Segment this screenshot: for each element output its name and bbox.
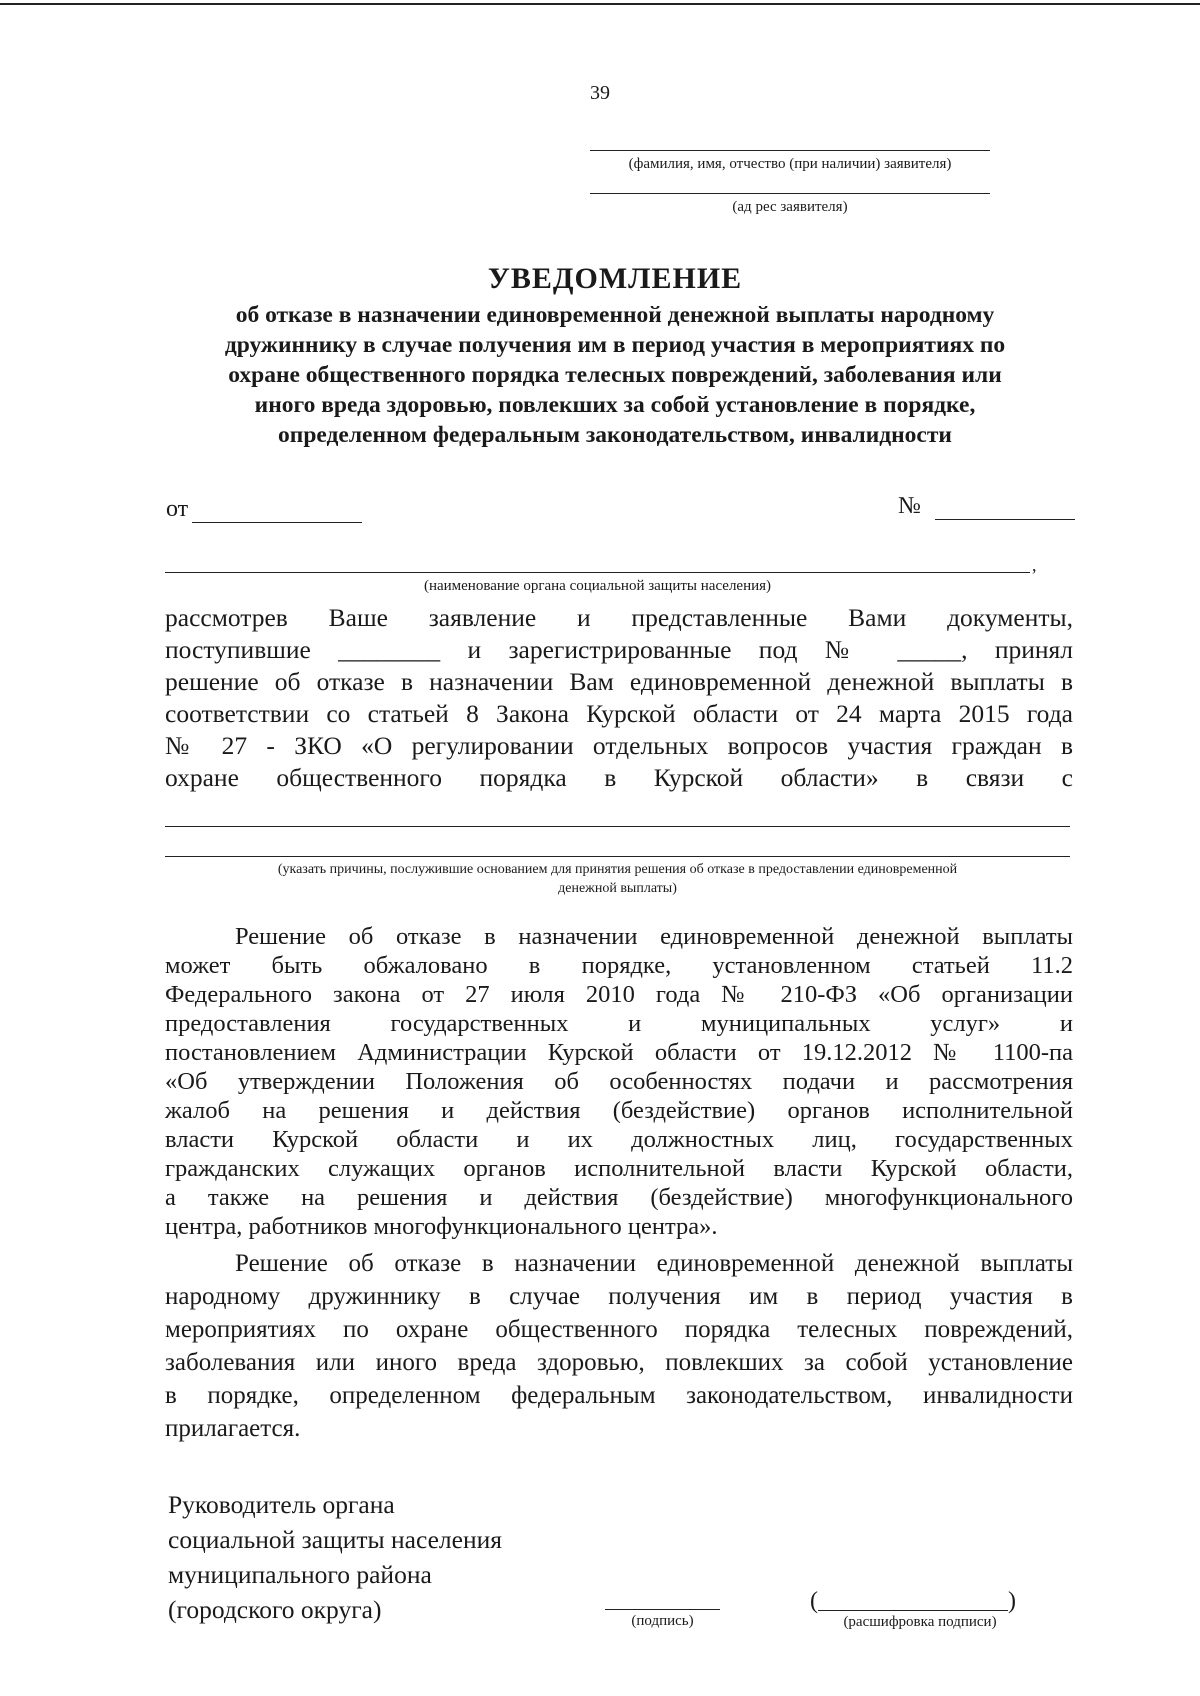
document-title: УВЕДОМЛЕНИЕ [487,262,743,295]
paragraph-line: жалоб на решения и действия (бездействие) органов исполнительной [165,1097,1073,1124]
subtitle-line: определенном федеральным законодательством, инвалидности [278,422,952,448]
paragraph-line: «Об утверждении Положения об особенностях подачи и рассмотрения [165,1068,1073,1095]
signatory-line: (городского округа) [168,1595,382,1624]
organ-name-line [165,572,1030,573]
reason-caption [150,860,1085,898]
paragraph-line: Федерального закона от 27 июля 2010 года № 210-ФЗ «Об организации [165,981,1073,1008]
paragraph-line: предоставления государственных и муниципальных услуг» и [165,1010,1073,1037]
reason-caption-line: (указать причины, послужившие основанием для принятия решения об отказе в предоставлении единовременной [277,862,958,877]
paragraph-line: поступившие ________ и зарегистрированные под № _____, принял [165,635,1073,664]
decode-open-paren: ( [810,1588,818,1614]
reason-caption-line: денежной выплаты) [558,881,677,896]
subtitle-line: дружиннику в случае получения им в период участия в мероприятиях по [224,332,1006,358]
signature-line [605,1609,720,1610]
paragraph-line: рассмотрев Ваше заявление и представленные Вами документы, [165,603,1073,632]
document-subtitle [150,300,1080,450]
paragraph-line: заболевания или иного вреда здоровью, повлекших за собой установление [165,1349,1073,1376]
decode-close-paren: ) [1008,1588,1016,1614]
top-border-line [0,3,1200,5]
attachment-paragraph [165,1247,1073,1445]
signature-decode-caption: (расшифровка подписи) [843,1614,997,1630]
reason-line-1 [165,826,1070,827]
paragraph-line: Решение об отказе в назначении единовременной денежной выплаты [235,1250,1073,1277]
date-label: от [166,496,189,522]
paragraph-line: № 27 - ЗКО «О регулировании отдельных вопросов участия граждан в [165,731,1073,760]
applicant-name-line [590,150,990,151]
paragraph-line: постановлением Администрации Курской области от 19.12.2012 № 1100-па [165,1039,1073,1066]
paragraph-line: охране общественного порядка в Курской области» в связи с [165,763,1073,792]
signature-decode-line [818,1610,1008,1611]
date-field-line [192,522,362,523]
signatory-line: муниципального района [168,1560,432,1589]
paragraph-line: прилагается. [165,1415,301,1442]
applicant-address-caption: (ад рес заявителя) [732,199,848,215]
signature-caption: (подпись) [631,1613,694,1629]
subtitle-line: охране общественного порядка телесных повреждений, заболевания или [228,362,1002,388]
paragraph-line: решение об отказе в назначении Вам единовременной денежной выплаты в [165,667,1073,696]
paragraph-line: народному дружиннику в случае получения им в период участия в [165,1283,1073,1310]
organ-name-caption: (наименование органа социальной защиты населения) [423,578,772,594]
page-number: 39 [590,82,610,104]
appeal-paragraph [165,922,1073,1241]
paragraph-line: соответствии со статьей 8 Закона Курской области от 24 марта 2015 года [165,699,1073,728]
subtitle-line: иного вреда здоровью, повлекших за собой установление в порядке, [254,392,976,418]
paragraph-line: власти Курской области и их должностных лиц, государственных [165,1126,1073,1153]
signatory-line: социальной защиты населения [168,1525,502,1554]
number-field-line [935,519,1075,520]
number-label: № [898,493,921,519]
signatory-line: Руководитель органа [168,1490,395,1519]
paragraph-line: центра, работников многофункционального центра». [165,1213,718,1240]
paragraph-line: гражданских служащих органов исполнительной власти Курской области, [165,1155,1073,1182]
applicant-address-line [590,193,990,194]
applicant-name-caption: (фамилия, имя, отчество (при наличии) заявителя) [628,156,952,172]
paragraph-line: Решение об отказе в назначении единовременной денежной выплаты [235,923,1073,950]
subtitle-line: об отказе в назначении единовременной денежной выплаты народному [235,302,995,328]
paragraph-line: а также на решения и действия (бездействие) многофункционального [165,1184,1073,1211]
paragraph-line: может быть обжаловано в порядке, установленном статьей 11.2 [165,952,1073,979]
reason-line-2 [165,856,1070,857]
paragraph-line: в порядке, определенном федеральным законодательством, инвалидности [165,1382,1073,1409]
signatory-block [168,1487,502,1627]
paragraph-line: мероприятиях по охране общественного порядка телесных повреждений, [165,1316,1073,1343]
